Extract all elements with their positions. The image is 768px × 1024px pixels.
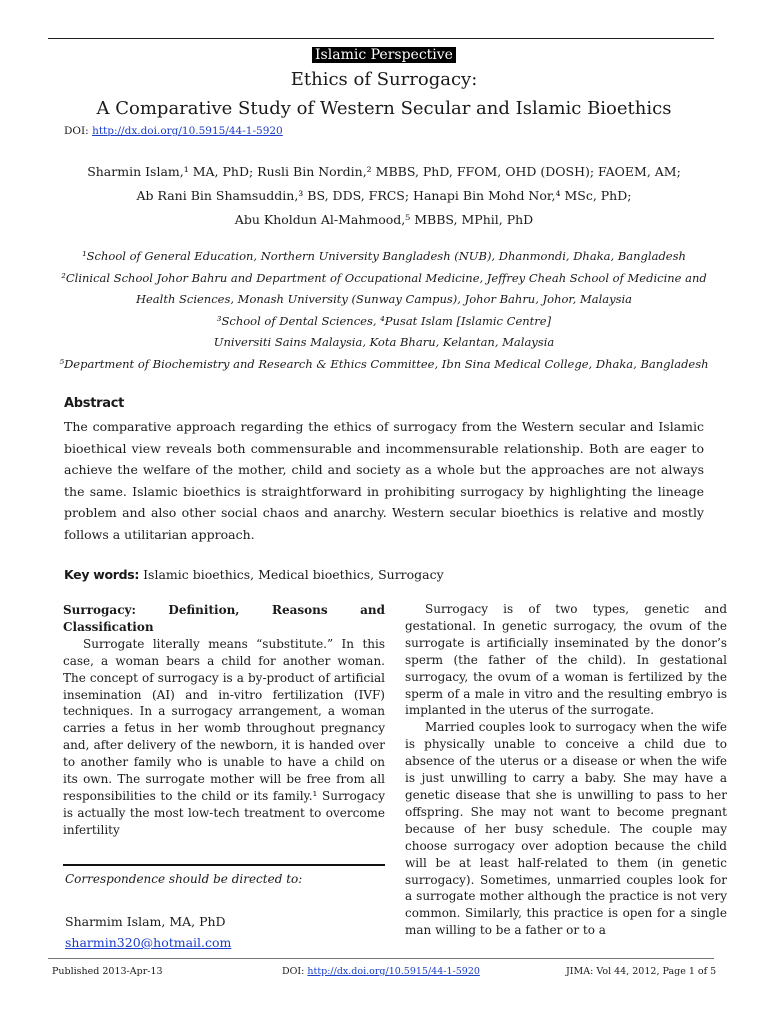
affiliation-list — [0, 246, 768, 376]
affiliation-line: ²Clinical School Johor Bahru and Department of Occupational Medicine, Jeffrey Cheah School of Medicine and — [61, 270, 707, 285]
keywords-label: Key words: — [64, 567, 140, 582]
author-line: Sharmin Islam,¹ MA, PhD; Rusli Bin Nordin,² MBBS, PhD, FFOM, OHD (DOSH); FAOEM, AM; — [87, 164, 681, 179]
correspondence-label: Correspondence should be directed to: — [65, 872, 303, 886]
abstract-text: The comparative approach regarding the ethics of surrogacy from the Western secular and Islamic bioethical view reveals both commensurable and incommensurable relationship. Both are eager to achieve the welfare of the mother, child and society as a whole but the approaches are not always the same. Islamic bioethics is straightforward in prohibiting surrogacy by highlighting the lineage problem and also other social chaos and anarchy. Western secular bioethics is relative and mostly follows a utilitarian approach. — [64, 419, 704, 542]
correspondence-name: Sharmim Islam, MA, PhD — [65, 914, 226, 929]
author-line: Abu Kholdun Al-Mahmood,⁵ MBBS, MPhil, PhD — [234, 212, 534, 227]
footer-doi-link[interactable]: http://dx.doi.org/10.5915/44-1-5920 — [307, 966, 480, 977]
footer-published: Published 2013-Apr-13 — [52, 966, 163, 977]
top-rule — [48, 38, 714, 39]
correspondence-email — [65, 935, 231, 950]
section-heading-line2: Classification — [63, 619, 154, 634]
doi-label: DOI: — [64, 125, 93, 137]
author-line: Ab Rani Bin Shamsuddin,³ BS, DDS, FRCS; Hanapi Bin Mohd Nor,⁴ MSc, PhD; — [136, 188, 632, 203]
footer-journal: JIMA: Vol 44, 2012, Page 1 of 5 — [566, 966, 717, 977]
email-link[interactable]: sharmin320@hotmail.com — [65, 935, 232, 950]
affiliation-line: Health Sciences, Monash University (Sunway Campus), Johor Bahru, Johor, Malaysia — [135, 292, 633, 307]
affiliation-line: ⁵Department of Biochemistry and Research & Ethics Committee, Ibn Sina Medical College, Dhaka, Bangladesh — [59, 356, 709, 371]
keywords — [64, 567, 444, 582]
abstract-heading: Abstract — [64, 396, 125, 411]
keywords-text: Islamic bioethics, Medical bioethics, Surrogacy — [139, 567, 444, 582]
article-title-line1: Ethics of Surrogacy: — [290, 69, 478, 90]
doi-line — [64, 124, 283, 138]
affiliation-line: Universiti Sains Malaysia, Kota Bharu, Kelantan, Malaysia — [213, 335, 555, 350]
affiliation-line: ³School of Dental Sciences, ⁴Pusat Islam [Islamic Centre] — [216, 313, 552, 328]
correspondence-divider — [63, 864, 385, 866]
right-column — [405, 601, 727, 939]
affiliation-line: ¹School of General Education, Northern University Bangladesh (NUB), Dhanmondi, Dhaka, Bangladesh — [82, 249, 686, 263]
doi-link[interactable]: http://dx.doi.org/10.5915/44-1-5920 — [92, 125, 283, 137]
section-heading-line1: Surrogacy: Definition, Reasons and — [63, 603, 385, 617]
footer-rule — [48, 958, 714, 959]
section-tag: Islamic Perspective — [0, 44, 768, 65]
left-column — [63, 602, 385, 839]
footer-doi — [282, 966, 480, 977]
article-title-line2: A Comparative Study of Western Secular and Islamic Bioethics — [96, 98, 672, 119]
footer-doi-label: DOI: — [282, 966, 308, 977]
author-list — [0, 160, 768, 232]
body-paragraph: Married couples look to surrogacy when the wife is physically unable to conceive a child due to absence of the uterus or a disease or when the wife is just unwilling to carry a baby. She may have a genetic disease that she is unwilling to pass to her offspring. She may not want to become pregnant because of her busy schedule. The couple may choose surrogacy over adoption because the child will be at least half-related to them (in genetic surrogacy). Sometimes, unmarried couples look for a surrogate mother although the practice is not very common. Similarly, this practice is open for a single man willing to be a father or to a — [405, 720, 727, 938]
body-paragraph: Surrogacy is of two types, genetic and gestational. In genetic surrogacy, the ovum of the surrogate is artificially inseminated by the donor’s sperm (the father of the child). In gestational surrogacy, the ovum of a woman is fertilized by the sperm of a male in vitro and the resulting embryo is implanted in the uterus of the surrogate. — [405, 602, 727, 718]
body-paragraph: Surrogate literally means “substitute.” In this case, a woman bears a child for another woman. The concept of surrogacy is a by-product of artificial insemination (AI) and in-vitro fertilization (IVF) techniques. In a surrogacy arrangement, a woman carries a fetus in her womb throughout pregnancy and, after delivery of the newborn, it is handed over to another family who is unable to have a child on its own. The surrogate mother will be free from all responsibilities to the child or its family.¹ Surrogacy is actually the most low-tech treatment to overcome infertility — [63, 636, 385, 837]
